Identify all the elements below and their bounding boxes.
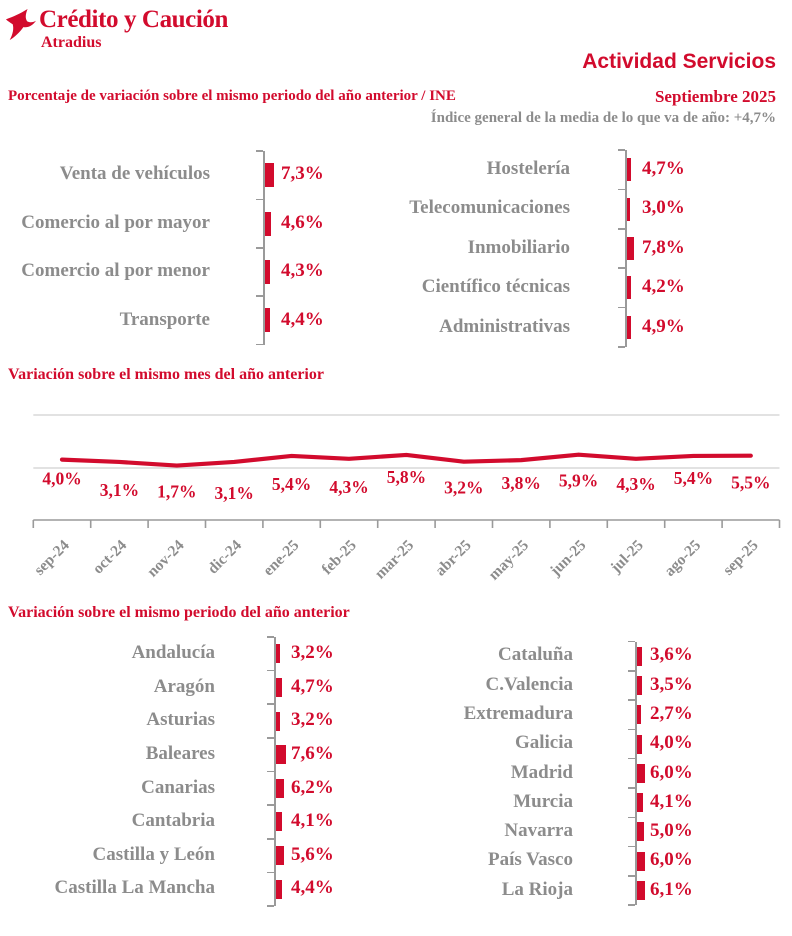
- brand-subtitle: Atradius: [41, 34, 102, 51]
- bar-value: 4,2%: [642, 276, 685, 298]
- axis-tick: [628, 787, 635, 789]
- x-axis-label: sep-24: [30, 536, 73, 579]
- bar-category-label: Galicia: [514, 732, 573, 754]
- bar-category-label: Transporte: [119, 308, 210, 330]
- section-1-title: Porcentaje de variación sobre el mismo periodo del año anterior / INE: [8, 88, 456, 104]
- bar-category-label: Telecomunicaciones: [409, 197, 570, 219]
- bar-category-label: Científico técnicas: [421, 276, 570, 298]
- bar-value: 5,6%: [291, 843, 334, 865]
- bar-value: 4,1%: [650, 790, 693, 812]
- bar-category-label: Venta de vehículos: [59, 163, 210, 185]
- line-value-label: 4,0%: [42, 468, 82, 489]
- bar: [637, 822, 644, 841]
- bar-value: 4,1%: [291, 810, 334, 832]
- x-axis-label: jun-25: [546, 536, 590, 580]
- x-axis-label: jul-25: [607, 536, 647, 577]
- axis-tick: [628, 670, 635, 672]
- report-date: Septiembre 2025: [654, 87, 776, 106]
- bar-category-label: Comercio al por menor: [21, 260, 210, 282]
- bar-category-label: Canarias: [141, 776, 215, 798]
- section-2-title: Variación sobre el mismo mes del año anterior: [8, 366, 324, 383]
- line-value-label: 5,5%: [731, 472, 771, 493]
- bar-category-label: Administrativas: [439, 315, 570, 337]
- bar-category-label: Hostelería: [486, 157, 570, 179]
- axis-tick: [628, 904, 635, 906]
- line-value-label: 3,2%: [444, 477, 484, 498]
- bar: [637, 764, 645, 783]
- x-axis-label: ago-25: [661, 536, 705, 580]
- line-value-label: 5,4%: [673, 467, 714, 488]
- bar: [637, 647, 642, 666]
- bar-value: 2,7%: [650, 702, 693, 724]
- line-value-label: 5,4%: [271, 473, 312, 494]
- bar-value: 7,8%: [642, 236, 685, 258]
- bar-value: 4,7%: [642, 157, 685, 179]
- bar-value: 4,4%: [281, 308, 324, 330]
- bar-value: 6,2%: [291, 776, 334, 798]
- bar-value: 6,0%: [650, 761, 693, 783]
- bar-value: 3,2%: [291, 642, 334, 664]
- bar-value: 4,9%: [642, 315, 685, 337]
- ytd-index-note: Índice general de la media de lo que va de año: +4,7%: [430, 110, 776, 126]
- line-value-label: 4,3%: [616, 473, 656, 494]
- bar-category-label: Inmobiliario: [467, 236, 570, 258]
- x-axis-label: nov-24: [143, 536, 188, 581]
- bar-category-label: Castilla La Mancha: [54, 877, 215, 899]
- bar-value: 4,4%: [291, 877, 334, 899]
- bar: [637, 676, 642, 695]
- bar-value: 7,6%: [291, 742, 334, 764]
- x-axis-label: may-25: [485, 536, 533, 584]
- bar-category-label: Extremadura: [463, 702, 573, 724]
- bar-value: 5,0%: [650, 820, 693, 842]
- bar-category-label: Madrid: [510, 761, 573, 783]
- line-value-label: 3,1%: [214, 482, 254, 503]
- x-axis-label: oct-24: [89, 536, 131, 578]
- axis-tick: [628, 699, 635, 701]
- axis-tick: [628, 817, 635, 819]
- bar-category-label: Baleares: [145, 742, 215, 764]
- bar-value: 3,0%: [642, 197, 685, 219]
- axis-tick: [628, 846, 635, 848]
- bar: [637, 852, 645, 871]
- bar-value: 3,2%: [291, 709, 334, 731]
- line-value-label: 1,7%: [157, 481, 197, 502]
- bar-value: 4,7%: [291, 675, 334, 697]
- bar-value: 4,6%: [281, 211, 324, 233]
- bar-value: 6,1%: [650, 878, 693, 900]
- bar-category-label: Cantabria: [131, 810, 215, 832]
- line-value-label: 5,9%: [558, 470, 599, 491]
- page-title: Actividad Servicios: [582, 50, 776, 73]
- axis-tick: [628, 875, 635, 877]
- x-axis-label: sep-25: [719, 536, 762, 579]
- bar-category-label: Aragón: [153, 675, 215, 697]
- bar: [637, 881, 645, 900]
- x-axis-label: feb-25: [318, 536, 360, 579]
- axis-tick: [628, 758, 635, 760]
- bar-category-label: C.Valencia: [485, 673, 573, 695]
- x-axis-label: mar-25: [371, 536, 418, 583]
- bar-category-label: Castilla y León: [92, 843, 215, 865]
- x-axis-label: ene-25: [259, 536, 303, 580]
- bar-category-label: Cataluña: [498, 644, 573, 666]
- section-3-title: Variación sobre el mismo periodo del año anterior: [8, 604, 350, 621]
- bar: [637, 793, 643, 812]
- bar-value: 3,6%: [650, 644, 693, 666]
- x-axis-label: abr-25: [431, 536, 475, 580]
- section-divider: [8, 922, 777, 929]
- bar-value: 7,3%: [281, 163, 324, 185]
- line-value-label: 4,3%: [329, 476, 369, 497]
- bar-value: 4,0%: [650, 732, 693, 754]
- bar: [637, 735, 642, 754]
- bar-value: 4,3%: [281, 260, 324, 282]
- axis-tick: [628, 641, 635, 643]
- bar-category-label: Andalucía: [131, 642, 215, 664]
- line-value-label: 3,8%: [501, 473, 541, 494]
- bar: [637, 705, 641, 724]
- bar-value: 6,0%: [650, 849, 693, 871]
- bar-category-label: La Rioja: [501, 878, 573, 900]
- x-axis-label: dic-24: [204, 536, 246, 578]
- brand-name: Crédito y Caución: [39, 6, 229, 33]
- bar-category-label: Navarra: [504, 820, 573, 842]
- line-value-label: 5,8%: [386, 466, 427, 487]
- bar-value: 3,5%: [650, 673, 693, 695]
- bar-category-label: Comercio al por mayor: [21, 211, 210, 233]
- bar-category-label: País Vasco: [488, 849, 573, 871]
- bar-category-label: Asturias: [146, 709, 215, 731]
- bar-category-label: Murcia: [513, 790, 573, 812]
- line-value-label: 3,1%: [99, 479, 140, 500]
- axis-tick: [628, 729, 635, 731]
